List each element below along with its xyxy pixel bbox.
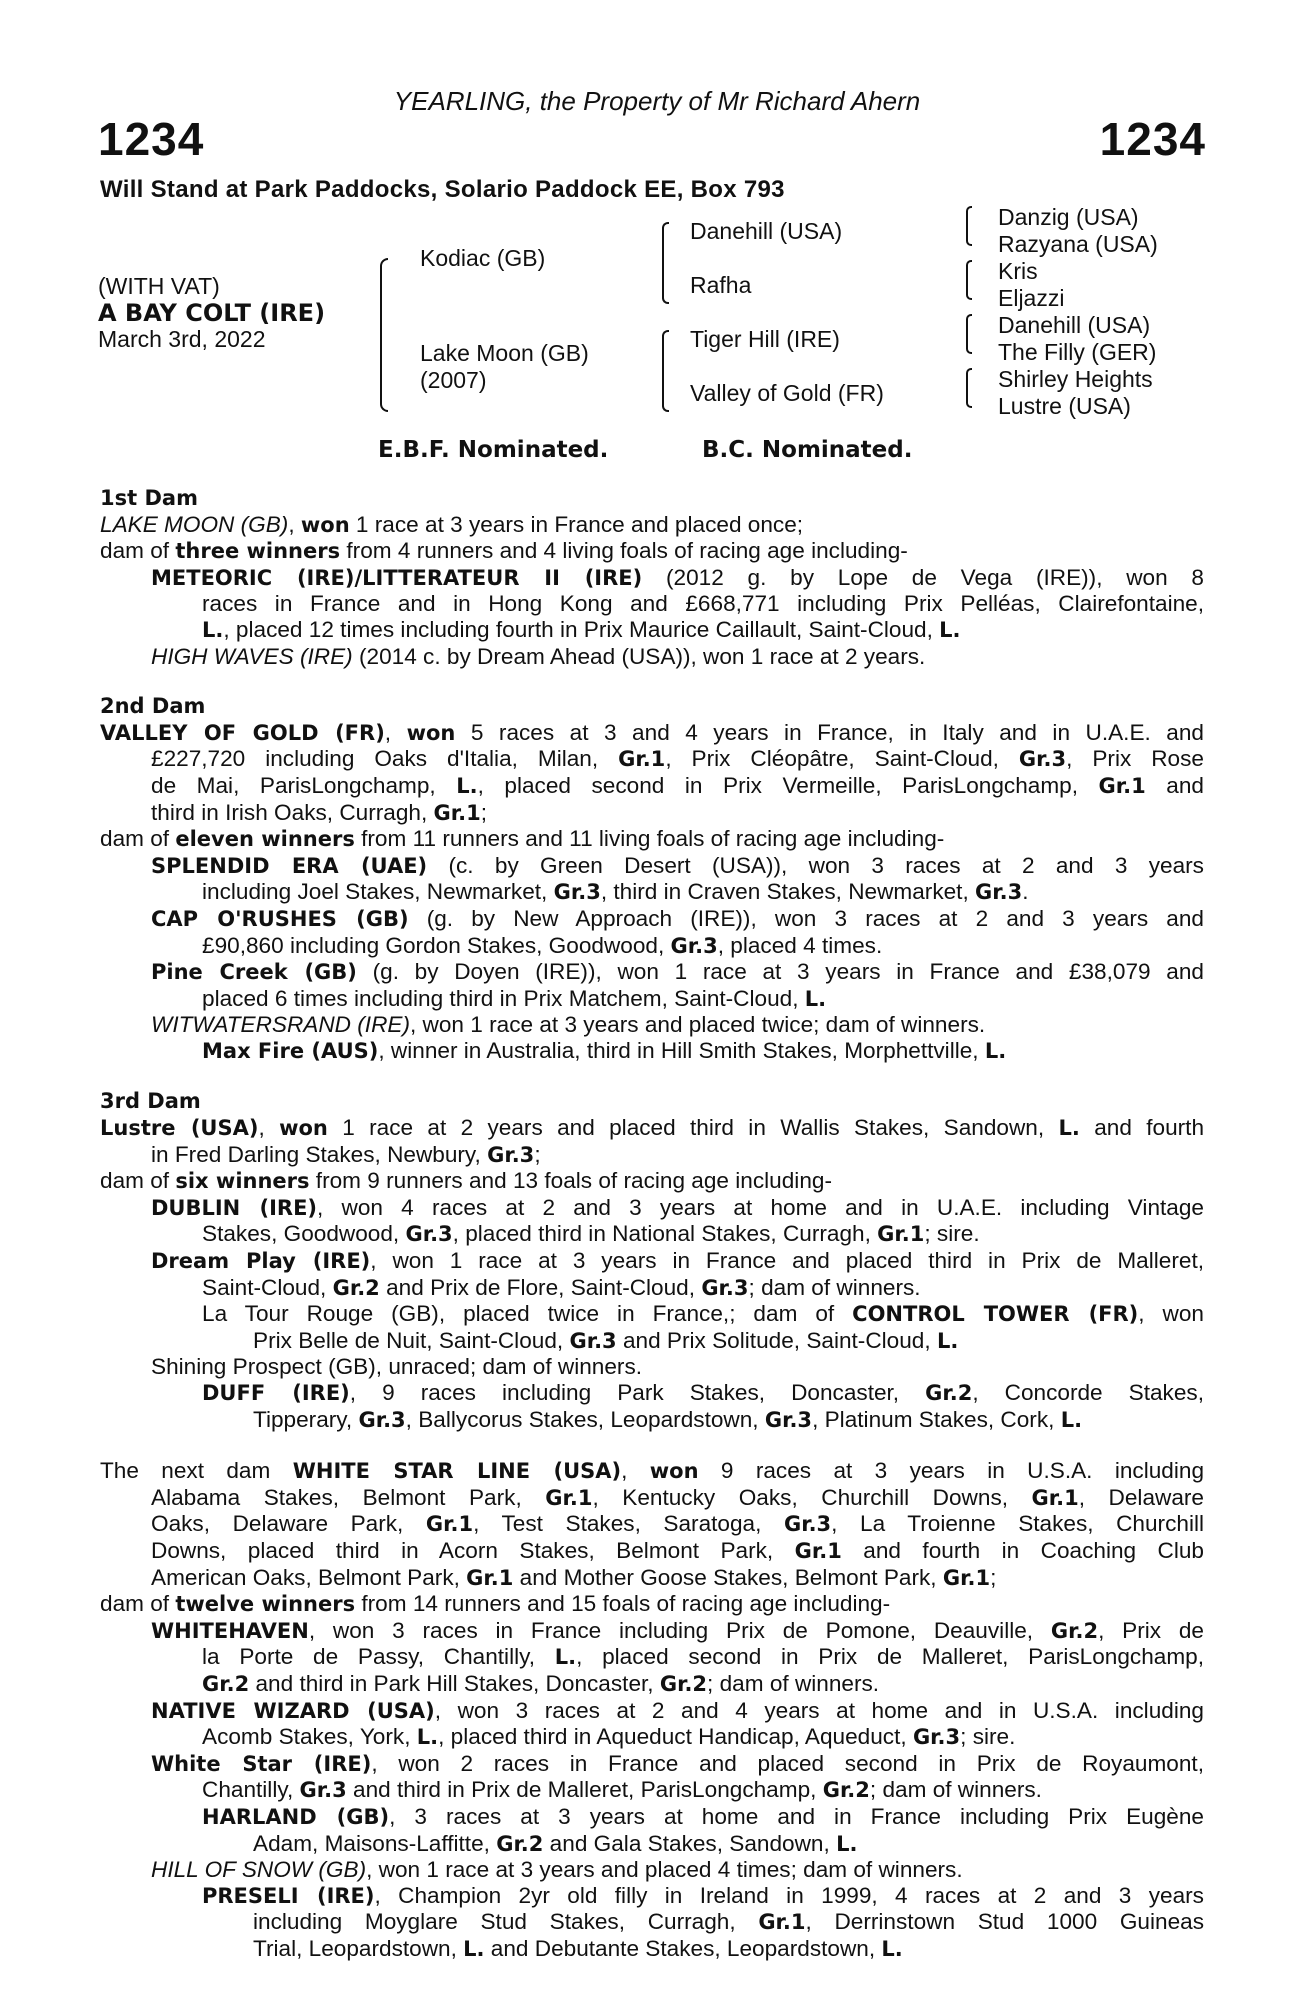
gg-5: Danehill (USA)	[998, 312, 1151, 338]
second-dam-section	[100, 694, 1204, 1064]
brace-g1	[966, 206, 972, 246]
produce-entry: NATIVE WIZARD (USA), won 3 races at 2 and 4 years at home and in U.S.A. including	[151, 1697, 1204, 1723]
produce-entry: DUBLIN (IRE), won 4 races at 2 and 3 years at home and in U.A.E. including Vintage	[151, 1194, 1204, 1220]
produce-entry-cont: Acomb Stakes, York, L., placed third in Aqueduct Handicap, Aqueduct, Gr.3; sire.	[202, 1724, 1016, 1750]
sire: Kodiac (GB)	[420, 245, 546, 271]
next-dam-section	[100, 1458, 1204, 1962]
dam-line-cont: Alabama Stakes, Belmont Park, Gr.1, Kentucky Oaks, Churchill Downs, Gr.1, Delaware	[151, 1484, 1204, 1510]
stand-line: Will Stand at Park Paddocks, Solario Paddock EE, Box 793	[100, 176, 785, 203]
produce-entry-sub-cont: Trial, Leopardstown, L. and Debutante Stakes, Leopardstown, L.	[253, 1935, 903, 1961]
produce-entry: CAP O'RUSHES (GB) (g. by New Approach (IRE)), won 3 races at 2 and 3 years and	[151, 905, 1204, 931]
gg-7: Shirley Heights	[998, 366, 1153, 392]
produce-entry-sub-cont: including Moyglare Stud Stakes, Curragh, Gr.1, Derrinstown Stud 1000 Guineas	[253, 1909, 1204, 1935]
lot-number-right: 1234	[1099, 113, 1206, 165]
horse-name: A BAY COLT (IRE)	[98, 299, 326, 327]
brace-g4	[966, 368, 972, 408]
section-heading: 2nd Dam	[100, 694, 206, 719]
produce-entry-cont: la Porte de Passy, Chantilly, L., placed second in Prix de Malleret, ParisLongchamp,	[202, 1644, 1204, 1670]
dam-year: (2007)	[420, 367, 487, 393]
gg-2: Razyana (USA)	[998, 231, 1158, 257]
produce-line: dam of three winners from 4 runners and 4 living foals of racing age including-	[100, 538, 908, 564]
dam-dam: Valley of Gold (FR)	[690, 380, 884, 406]
dam-line-cont: American Oaks, Belmont Park, Gr.1 and Mother Goose Stakes, Belmont Park, Gr.1;	[151, 1564, 997, 1590]
produce-line: dam of twelve winners from 14 runners and 15 foals of racing age including-	[100, 1591, 891, 1617]
dam-line-cont: Oaks, Delaware Park, Gr.1, Test Stakes, Saratoga, Gr.3, La Troienne Stakes, Churchill	[151, 1511, 1204, 1537]
produce-entry: White Star (IRE), won 2 races in France and placed second in Prix de Royaumont,	[151, 1750, 1204, 1776]
brace-g3	[966, 314, 972, 354]
produce-entry: METEORIC (IRE)/LITTERATEUR II (IRE) (2012 g. by Lope de Vega (IRE)), won 8	[151, 564, 1204, 590]
produce-entry-sub: Max Fire (AUS), winner in Australia, third in Hill Smith Stakes, Morphettville, L.	[202, 1037, 1007, 1063]
gg-3: Kris	[998, 258, 1038, 284]
produce-entry-sub: PRESELI (IRE), Champion 2yr old filly in Ireland in 1999, 4 races at 2 and 3 years	[202, 1882, 1204, 1908]
third-dam-section	[100, 1089, 1204, 1433]
produce-entry: HIGH WAVES (IRE) (2014 c. by Dream Ahead (USA)), won 1 race at 2 years.	[151, 643, 926, 669]
brace-sire	[662, 222, 669, 304]
produce-entry: Shining Prospect (GB), unraced; dam of winners.	[151, 1354, 643, 1380]
bc-nomination: B.C. Nominated.	[702, 437, 913, 463]
dam-line: LAKE MOON (GB), won 1 race at 3 years in France and placed once;	[100, 511, 804, 537]
dam: Lake Moon (GB)	[420, 340, 589, 366]
produce-entry-cont: including Joel Stakes, Newmarket, Gr.3, third in Craven Stakes, Newmarket, Gr.3.	[202, 879, 1029, 905]
produce-entry-sub: HARLAND (GB), 3 races at 3 years at home and in France including Prix Eugène	[202, 1803, 1204, 1829]
property-line: YEARLING, the Property of Mr Richard Ahern	[393, 86, 921, 116]
lot-number-left: 1234	[98, 113, 205, 165]
brace-main	[380, 258, 388, 412]
produce-entry-sub: DUFF (IRE), 9 races including Park Stakes, Doncaster, Gr.2, Concorde Stakes,	[202, 1380, 1204, 1405]
produce-entry-sub: La Tour Rouge (GB), placed twice in France,; dam of CONTROL TOWER (FR), won	[202, 1301, 1204, 1327]
produce-entry-sub-cont: Tipperary, Gr.3, Ballycorus Stakes, Leopardstown, Gr.3, Platinum Stakes, Cork, L.	[253, 1406, 1083, 1432]
gg-8: Lustre (USA)	[998, 393, 1131, 419]
produce-entry: WHITEHAVEN, won 3 races in France including Prix de Pomone, Deauville, Gr.2, Prix de	[151, 1617, 1204, 1643]
dam-line: VALLEY OF GOLD (FR), won 5 races at 3 and 4 years in France, in Italy and in U.A.E. and	[100, 719, 1204, 745]
produce-entry-cont: placed 6 times including third in Prix Matchem, Saint-Cloud, L.	[202, 985, 827, 1011]
produce-entry-cont: £90,860 including Gordon Stakes, Goodwood, Gr.3, placed 4 times.	[202, 932, 883, 958]
gg-1: Danzig (USA)	[998, 204, 1139, 230]
produce-entry-cont: races in France and in Hong Kong and £668,771 including Prix Pelléas, Clairefontaine,	[202, 591, 1204, 617]
ebf-nomination: E.B.F. Nominated.	[378, 437, 609, 463]
brace-g2	[966, 260, 972, 300]
produce-entry-cont: L., placed 12 times including fourth in Prix Maurice Caillault, Saint-Cloud, L.	[202, 616, 961, 642]
dam-line-cont: in Fred Darling Stakes, Newbury, Gr.3;	[151, 1141, 541, 1167]
first-dam-section	[100, 486, 1204, 669]
produce-entry-sub-cont: Prix Belle de Nuit, Saint-Cloud, Gr.3 and Prix Solitude, Saint-Cloud, L.	[253, 1327, 959, 1353]
produce-entry: HILL OF SNOW (GB), won 1 race at 3 years and placed 4 times; dam of winners.	[151, 1857, 963, 1883]
section-heading: 3rd Dam	[100, 1089, 201, 1114]
produce-entry-cont: Stakes, Goodwood, Gr.3, placed third in National Stakes, Curragh, Gr.1; sire.	[202, 1221, 980, 1247]
gg-4: Eljazzi	[998, 285, 1065, 311]
produce-entry: SPLENDID ERA (UAE) (c. by Green Desert (USA)), won 3 races at 2 and 3 years	[151, 852, 1204, 878]
produce-line: dam of eleven winners from 11 runners and 11 living foals of racing age including-	[100, 826, 945, 852]
dam-line-cont: de Mai, ParisLongchamp, L., placed second in Prix Vermeille, ParisLongchamp, Gr.1 and	[151, 772, 1204, 798]
produce-entry: WITWATERSRAND (IRE), won 1 race at 3 years and placed twice; dam of winners.	[151, 1012, 986, 1038]
produce-entry-cont: Gr.2 and third in Park Hill Stakes, Doncaster, Gr.2; dam of winners.	[202, 1670, 880, 1696]
sire-sire: Danehill (USA)	[690, 218, 843, 244]
produce-entry-cont: Saint-Cloud, Gr.2 and Prix de Flore, Saint-Cloud, Gr.3; dam of winners.	[202, 1274, 921, 1300]
dam-line: Lustre (USA), won 1 race at 2 years and placed third in Wallis Stakes, Sandown, L. and fourth	[100, 1115, 1205, 1141]
sire-dam: Rafha	[690, 272, 752, 298]
brace-dam	[662, 330, 669, 412]
vat-note: (WITH VAT)	[98, 273, 220, 299]
produce-line: dam of six winners from 9 runners and 13 foals of racing age including-	[100, 1168, 832, 1194]
produce-entry-sub-cont: Adam, Maisons-Laffitte, Gr.2 and Gala Stakes, Sandown, L.	[253, 1830, 858, 1856]
gg-6: The Filly (GER)	[998, 339, 1157, 365]
produce-entry: Pine Creek (GB) (g. by Doyen (IRE)), won 1 race at 3 years in France and £38,079 and	[151, 959, 1204, 985]
dam-line-cont: £227,720 including Oaks d'Italia, Milan, Gr.1, Prix Cléopâtre, Saint-Cloud, Gr.3, Prix Rose	[151, 746, 1204, 772]
dam-line-cont: Downs, placed third in Acorn Stakes, Belmont Park, Gr.1 and fourth in Coaching Club	[151, 1537, 1205, 1563]
section-heading: 1st Dam	[100, 486, 198, 510]
dam-sire: Tiger Hill (IRE)	[690, 326, 840, 352]
dam-line: The next dam WHITE STAR LINE (USA), won 9 races at 3 years in U.S.A. including	[100, 1458, 1205, 1484]
dam-line-cont: third in Irish Oaks, Curragh, Gr.1;	[151, 799, 488, 825]
foaling-date: March 3rd, 2022	[98, 326, 266, 352]
catalogue-body	[100, 486, 1204, 1962]
produce-entry: Dream Play (IRE), won 1 race at 3 years in France and placed third in Prix de Malleret,	[151, 1248, 1204, 1274]
produce-entry-cont: Chantilly, Gr.3 and third in Prix de Malleret, ParisLongchamp, Gr.2; dam of winners.	[202, 1777, 1042, 1803]
